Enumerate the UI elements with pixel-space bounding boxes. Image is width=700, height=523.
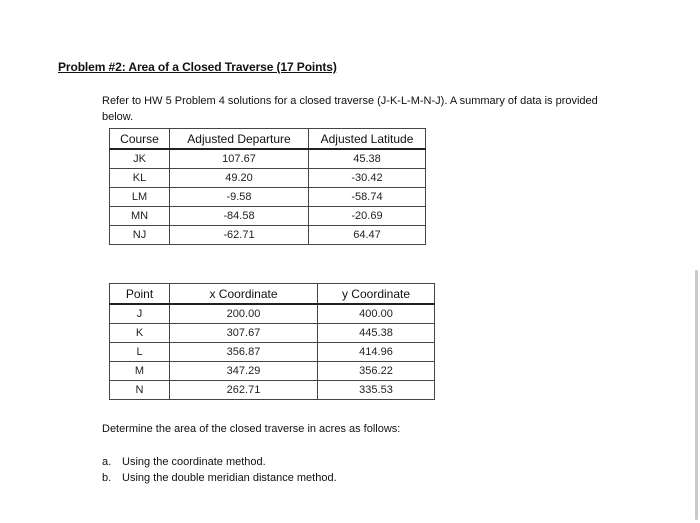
column-header: Adjusted Departure [170, 129, 309, 150]
vertical-scrollbar[interactable] [695, 270, 698, 520]
table-cell: JK [110, 149, 170, 169]
table-cell: 356.22 [318, 362, 435, 381]
table-cell: -30.42 [309, 169, 426, 188]
column-header: Course [110, 129, 170, 150]
table-row [110, 324, 435, 343]
table-cell: K [110, 324, 170, 343]
table-cell: 307.67 [170, 324, 318, 343]
table-row [110, 343, 435, 362]
table-cell: -84.58 [170, 207, 309, 226]
table-row [110, 149, 426, 169]
table-cell: N [110, 381, 170, 400]
task-list [102, 454, 337, 486]
list-marker: b. [102, 472, 112, 484]
list-item-text: Using the double meridian distance method. [122, 472, 337, 484]
list-item-text: Using the coordinate method. [122, 456, 266, 468]
column-header: x Coordinate [170, 284, 318, 305]
column-header: y Coordinate [318, 284, 435, 305]
table-cell: LM [110, 188, 170, 207]
column-header: Adjusted Latitude [309, 129, 426, 150]
table-row [110, 304, 435, 324]
traverse-summary-table [109, 128, 426, 245]
table-cell: 356.87 [170, 343, 318, 362]
table-cell: 45.38 [309, 149, 426, 169]
table-row [110, 207, 426, 226]
table-cell: 335.53 [318, 381, 435, 400]
coordinates-table [109, 283, 435, 400]
table-cell: 414.96 [318, 343, 435, 362]
table-row [110, 188, 426, 207]
table-cell: M [110, 362, 170, 381]
table-cell: 445.38 [318, 324, 435, 343]
table-row [110, 169, 426, 188]
table-cell: -62.71 [170, 226, 309, 245]
table-cell: -58.74 [309, 188, 426, 207]
table-header-row [110, 129, 426, 150]
list-item [102, 470, 337, 486]
intro-paragraph: Refer to HW 5 Problem 4 solutions for a closed traverse (J-K-L-M-N-J). A summary of data is provided below. [102, 95, 598, 123]
table-cell: 347.29 [170, 362, 318, 381]
table-cell: KL [110, 169, 170, 188]
list-item [102, 454, 337, 470]
table-cell: 64.47 [309, 226, 426, 245]
table-cell: 49.20 [170, 169, 309, 188]
table-row [110, 226, 426, 245]
table-cell: -20.69 [309, 207, 426, 226]
table-header-row [110, 284, 435, 305]
table-row [110, 362, 435, 381]
table-cell: 262.71 [170, 381, 318, 400]
instruction-text: Determine the area of the closed traverse in acres as follows: [102, 423, 401, 435]
problem-heading: Problem #2: Area of a Closed Traverse (17 Points) [58, 60, 337, 74]
table-cell: 107.67 [170, 149, 309, 169]
table-cell: NJ [110, 226, 170, 245]
list-marker: a. [102, 456, 112, 468]
table-row [110, 381, 435, 400]
table-cell: MN [110, 207, 170, 226]
table-cell: 400.00 [318, 304, 435, 324]
table-cell: 200.00 [170, 304, 318, 324]
table-cell: J [110, 304, 170, 324]
table-cell: -9.58 [170, 188, 309, 207]
column-header: Point [110, 284, 170, 305]
table-cell: L [110, 343, 170, 362]
